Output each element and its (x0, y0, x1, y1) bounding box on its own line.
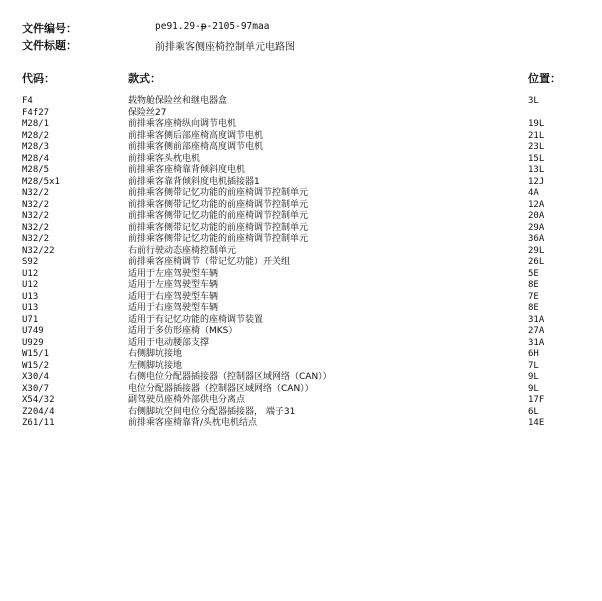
component-position: 3L (528, 96, 539, 106)
list-item (0, 384, 602, 396)
component-description: 适用于电动腰部支撑 (128, 337, 210, 348)
component-description: 适用于多仿形座椅（MKS） (128, 326, 238, 336)
component-position: 13L (528, 165, 545, 175)
component-description: 适用于右座驾驶型车辆 (128, 291, 219, 302)
list-item (0, 338, 602, 350)
doc-number-label: 文件编号： (22, 22, 77, 35)
component-position: 7L (528, 360, 539, 371)
list-item (0, 200, 602, 212)
list-item (0, 234, 602, 246)
component-position: 12A (528, 199, 545, 210)
list-item (0, 315, 602, 327)
component-description: 前排乘客侧带记忆功能的前座椅调节控制单元 (128, 188, 309, 198)
component-position: 27A (528, 326, 545, 336)
component-description: 右侧脚坑接地 (128, 349, 183, 359)
component-position: 23L (528, 142, 545, 152)
component-description: 前排乘客侧后部座椅高度调节电机 (128, 130, 264, 141)
component-description: 前排乘客座椅靠背/头枕电机结点 (128, 418, 258, 428)
component-code: M28/5x1 (22, 176, 60, 187)
component-description: 适用于左座驾驶型车辆 (128, 280, 219, 290)
component-code: S92 (22, 257, 39, 267)
component-code: X54/32 (22, 395, 55, 405)
component-position: 12J (528, 176, 545, 187)
list-item (0, 269, 602, 281)
list-item (0, 418, 602, 430)
component-description: 适用于有记忆功能的座椅调节装置 (128, 314, 264, 325)
component-position: 29L (528, 245, 545, 256)
component-description: 前排乘客侧带记忆功能的前座椅调节控制单元 (128, 222, 309, 233)
component-code: Z204/4 (22, 406, 55, 417)
list-item (0, 223, 602, 235)
component-code: W15/2 (22, 360, 50, 371)
list-item (0, 211, 602, 223)
component-position: 21L (528, 130, 545, 141)
component-code: M28/2 (22, 130, 50, 141)
component-description: 载物舱保险丝和继电器盒 (128, 96, 228, 106)
component-code: M28/3 (22, 142, 50, 152)
component-position: 6H (528, 349, 539, 359)
component-description: 副驾驶员座椅外部供电分离点 (128, 395, 246, 405)
component-position: 26L (528, 257, 545, 267)
component-position: 9L (528, 383, 539, 394)
component-code: U13 (22, 291, 39, 302)
component-description: 前排乘客座椅调节（带记忆功能）开关组 (128, 257, 291, 267)
component-description: 前排乘客侧带记忆功能的前座椅调节控制单元 (128, 234, 309, 244)
component-description: 右前行驶动态座椅控制单元 (128, 245, 237, 256)
component-position: 19L (528, 119, 545, 129)
list-item (0, 372, 602, 384)
column-header-position: 位置： (528, 72, 561, 85)
component-position: 4A (528, 188, 539, 198)
doc-title-label: 文件标题： (22, 39, 77, 52)
component-description: 前排乘客侧带记忆功能的前座椅调节控制单元 (128, 199, 309, 210)
list-item (0, 280, 602, 292)
list-item (0, 257, 602, 269)
column-header-description: 款式： (128, 72, 161, 85)
doc-title-value: 前排乘客侧座椅控制单元电路图 (155, 42, 295, 53)
component-code: W15/1 (22, 349, 50, 359)
component-list (0, 96, 602, 430)
component-code: N32/2 (22, 199, 50, 210)
component-description: 前排乘客侧前部座椅高度调节电机 (128, 142, 264, 152)
component-code: N32/22 (22, 245, 55, 256)
component-code: M28/4 (22, 153, 50, 164)
component-position: 9L (528, 372, 539, 382)
list-item (0, 154, 602, 166)
component-description: 左侧脚坑接地 (128, 360, 183, 371)
component-description: 适用于右座驾驶型车辆 (128, 303, 219, 313)
component-code: M28/1 (22, 119, 50, 129)
component-description: 前排乘客座椅纵向调节电机 (128, 119, 237, 129)
component-code: U71 (22, 314, 39, 325)
component-code: U929 (22, 337, 44, 348)
component-position: 31A (528, 337, 545, 348)
component-position: 6L (528, 406, 539, 417)
component-code: U749 (22, 326, 44, 336)
component-code: N32/2 (22, 222, 50, 233)
list-item (0, 407, 602, 419)
component-position: 8E (528, 280, 539, 290)
component-description: 前排乘客座椅靠背倾斜度电机 (128, 165, 246, 175)
component-position: 17F (528, 395, 545, 405)
list-item (0, 177, 602, 189)
component-code: F4f27 (22, 107, 50, 118)
component-position: 36A (528, 234, 545, 244)
list-item (0, 131, 602, 143)
component-code: Z61/11 (22, 418, 55, 428)
component-position: 14E (528, 418, 545, 428)
component-description: 前排乘客靠背倾斜度电机插接器1 (128, 176, 260, 187)
column-header-code: 代码： (22, 72, 55, 85)
list-item (0, 188, 602, 200)
component-position: 31A (528, 314, 545, 325)
component-description: 前排乘客侧带记忆功能的前座椅调节控制单元 (128, 211, 309, 221)
component-code: N32/2 (22, 211, 50, 221)
list-item (0, 395, 602, 407)
doc-number-value (155, 21, 269, 32)
component-position: 7E (528, 291, 539, 302)
component-position: 20A (528, 211, 545, 221)
list-item (0, 303, 602, 315)
list-item (0, 108, 602, 120)
component-code: X30/4 (22, 372, 50, 382)
list-item (0, 246, 602, 258)
component-code: X30/7 (22, 383, 50, 394)
list-item (0, 292, 602, 304)
component-description: 保险丝27 (128, 107, 167, 118)
list-item (0, 96, 602, 108)
component-description: 适用于左座驾驶型车辆 (128, 268, 219, 279)
component-code: U12 (22, 280, 39, 290)
component-position: 29A (528, 222, 545, 233)
component-position: 5E (528, 268, 539, 279)
component-code: F4 (22, 96, 33, 106)
component-code: U12 (22, 268, 39, 279)
doc-number-prefix: pe91.29- (155, 21, 201, 32)
component-position: 15L (528, 153, 545, 164)
component-description: 右侧脚坑空间电位分配器插接器， 端子31 (128, 406, 296, 417)
component-code: N32/2 (22, 234, 50, 244)
component-description: 电位分配器插接器（控制器区域网络（CAN）） (128, 383, 314, 394)
component-code: M28/5 (22, 165, 50, 175)
list-item (0, 119, 602, 131)
doc-number-suffix: -2105-97maa (206, 21, 270, 32)
list-item (0, 326, 602, 338)
component-description: 前排乘客头枕电机 (128, 153, 201, 164)
list-item (0, 142, 602, 154)
list-item (0, 165, 602, 177)
list-item (0, 349, 602, 361)
doc-number-struck: p (200, 21, 207, 32)
component-code: U13 (22, 303, 39, 313)
list-item (0, 361, 602, 373)
component-description: 右侧电位分配器插接器（控制器区域网络（CAN）） (128, 372, 332, 382)
component-code: N32/2 (22, 188, 50, 198)
component-position: 8E (528, 303, 539, 313)
